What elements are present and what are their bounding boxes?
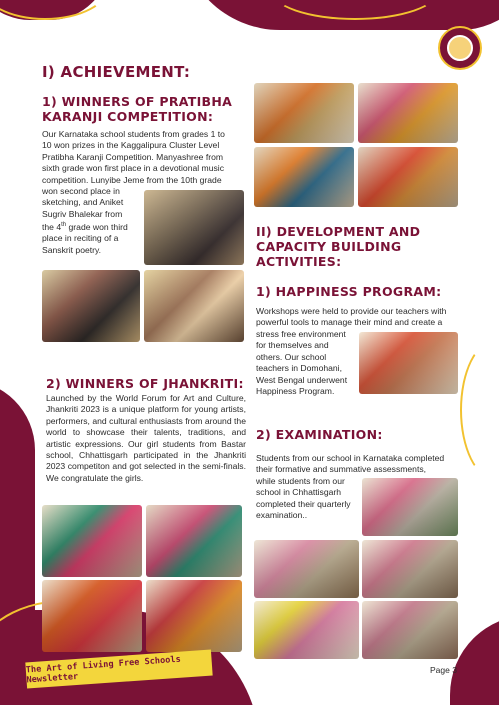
achievement-heading: I) ACHIEVEMENT: [42,63,191,81]
development-heading-line2: CAPACITY BUILDING [256,239,402,254]
jhankriti-dance-photo-1 [42,505,142,577]
jhankriti-paragraph: Launched by the World Forum for Art and Culture, Jhankriti 2023 is a unique platform for young artists, performers, and cultural enthusiasts from around the world to showcase their talents, traditions, and artistic expressions. Our girl students from Bastar school, Chhattisgarh participated in the Jhankriti 2023 competiton and got selected in the semi-finals. We congratulate the girls. [46,393,246,483]
page-number: Page 3 [430,665,457,675]
dance-stage-photo-2 [358,83,458,143]
happiness-heading: 1) HAPPINESS PROGRAM: [256,284,442,299]
examination-heading: 2) EXAMINATION: [256,427,383,442]
pratibha-paragraph-wrap: won second place in sketching, and Aniket Sugriv Bhalekar from the 4th grade won third place in reciting of a Sanskrit poetry. [42,186,128,255]
development-heading-line3: ACTIVITIES: [256,254,342,269]
exam-classroom-photo-1 [362,478,458,536]
development-heading-line1: II) DEVELOPMENT AND [256,224,421,239]
right-yellow-curve [460,340,499,480]
exam-classroom-photo-2 [254,540,359,598]
examination-paragraph-wrap: while students from our school in Chhattisgarh completed their quarterly examination.. [256,476,351,521]
dance-stage-photo-3 [254,147,354,207]
exam-classroom-photo-3 [362,540,458,598]
jhankriti-dance-photo-3 [42,580,142,652]
award-ceremony-photo-3 [144,270,244,342]
award-ceremony-photo-1 [144,190,244,265]
jhankriti-dance-photo-2 [146,505,242,577]
exam-classroom-photo-5 [362,601,458,659]
newsletter-banner: The Art of Living Free Schools Newsletter [25,650,212,689]
examination-paragraph-top: Students from our school in Karnataka completed their formative and summative assessments, [256,453,445,475]
school-logo [438,26,482,70]
happiness-program-photo [359,332,458,394]
jhankriti-heading: 2) WINNERS OF JHANKRITI: [46,376,244,391]
jhankriti-dance-photo-4 [146,580,242,652]
happiness-paragraph-top: Workshops were held to provide our teachers with powerful tools to manage their mind and create a [256,306,447,328]
pratibha-paragraph-top: Our Karnataka school students from grades 1 to 10 won prizes in the Kaggalipura Cluster Level Pratibha Karanji Competition. Manyashree from sixth grade won first place in a devotional music competition. Lunyibe Jeme from the 10th grade [42,129,225,185]
award-ceremony-photo-2 [42,270,140,342]
pratibha-heading-line2: KARANJI COMPETITION: [42,109,214,124]
exam-classroom-photo-4 [254,601,359,659]
happiness-paragraph-wrap: stress free environment for themselves and others. Our school teachers in Domohani, West Bengal underwent Happiness Program. [256,329,348,397]
dance-stage-photo-4 [358,147,458,207]
pratibha-heading-line1: 1) WINNERS OF PRATIBHA [42,94,233,109]
dance-stage-photo-1 [254,83,354,143]
